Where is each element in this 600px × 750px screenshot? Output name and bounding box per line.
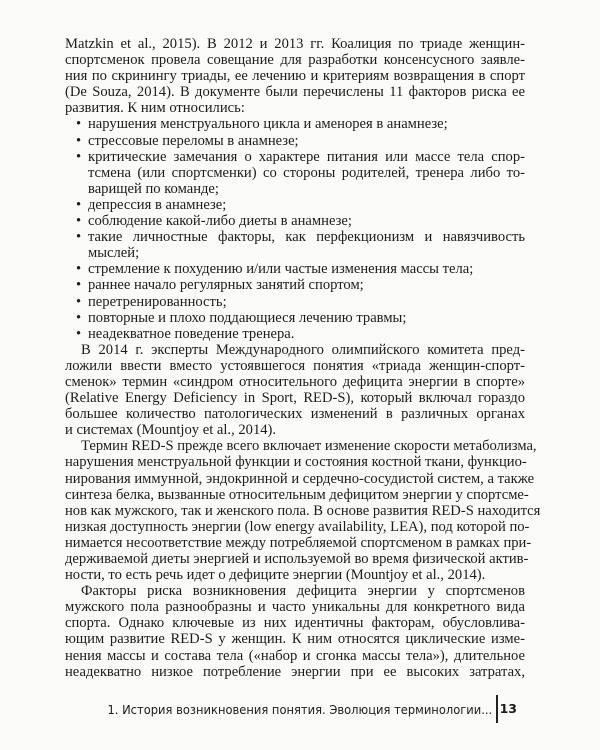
text-line: нов как мужского, так и женского пола. В основе развития RED-S находится — [65, 502, 541, 519]
body-text — [65, 36, 541, 680]
text-line: • такие личностные факторы, как перфекционизм и навязчивость — [65, 229, 525, 245]
text-line: • стремление к похудению и/или частые изменения массы тела; — [65, 261, 525, 277]
paragraph — [65, 583, 525, 680]
bullet-item — [65, 294, 525, 310]
paragraph — [65, 36, 525, 116]
text-line: • депрессия в анамнезе; — [65, 197, 525, 213]
text-line: спортсменок провела совещание для разработки консенсусного заявле- — [65, 52, 525, 69]
text-line: держиваемой диеты энергией и используемой во время физической актив- — [65, 551, 529, 567]
text-line: сменок» термин «синдром относительного дефицита энергии в спорте» — [65, 373, 525, 390]
text-line: ности, то есть речь идет о дефиците энергии (Mountjoy et al., 2014). — [65, 567, 486, 584]
text-line: (Relative Energy Deficiency in Sport, RED-S), который включал гораздо — [65, 390, 525, 407]
text-line: низкая доступность энергии (low energy availability, LEA), под которой по- — [65, 518, 530, 535]
text-line: Факторы риска возникновения дефицита энергии у спортсменов — [81, 583, 525, 600]
paragraph — [65, 342, 525, 439]
bullet-item — [65, 197, 525, 213]
text-line: ложили ввести вместо устоявшегося понятия «триада женщин-спорт- — [65, 357, 525, 374]
text-line: спорта. Однако ключевые из них идентичны факторам, обусловлива- — [65, 615, 525, 632]
bullet-item — [65, 277, 525, 293]
bullet-item — [65, 326, 525, 342]
text-line: синтеза белка, вызванные относительным дефицитом энергии у спортсме- — [65, 486, 529, 503]
text-line: неадекватно низкое потребление энергии при ее высоких затратах, — [65, 663, 525, 680]
bullet-item — [65, 229, 525, 261]
text-line: Термин RED-S прежде всего включает изменение скорости метаболизма, — [81, 438, 537, 455]
page-footer — [107, 698, 520, 722]
page-number: 13 — [499, 701, 517, 716]
text-line: • неадекватное поведение тренера. — [65, 326, 525, 342]
bullet-item — [65, 149, 525, 197]
bullet-item — [65, 310, 525, 326]
text-line: • повторные и плохо поддающиеся лечению травмы; — [65, 310, 525, 326]
footer-divider — [496, 695, 498, 723]
text-line: • нарушения менструального цикла и аменорея в анамнезе; — [65, 116, 525, 132]
text-line: Matzkin et al., 2015). В 2012 и 2013 гг. Коалиция по триаде женщин- — [65, 36, 525, 52]
text-line: ния по скринингу триады, ее лечению и критериям возвращения в спорт — [65, 68, 525, 85]
text-line: ющим развитие RED-S у женщин. К ним относятся циклические изме- — [65, 631, 525, 648]
text-line: • соблюдение какой-либо диеты в анамнезе; — [65, 213, 525, 229]
running-title: 1. История возникновения понятия. Эволюция терминологии... — [107, 702, 492, 717]
text-line: • критические замечания о характере питания или массе тела спор- — [65, 149, 525, 165]
bullet-item — [65, 261, 525, 277]
text-line: варищей по команде; — [88, 180, 219, 197]
paragraph — [65, 438, 541, 584]
text-line: мыслей; — [88, 245, 140, 262]
text-line: (De Souza, 2014). В документе были перечислены 11 факторов риска ее — [65, 84, 525, 101]
text-line: • перетренированность; — [65, 294, 525, 310]
text-line: нимается несоответствие между потребляемой спортсменом в рамках при- — [65, 534, 532, 551]
text-line: мужского пола разнообразны и часто уникальны для конкретного вида — [65, 599, 525, 616]
bullet-item — [65, 213, 525, 229]
text-line: развития. К ним относились: — [65, 100, 245, 117]
text-line: большее количество патологических изменений в различных органах — [65, 406, 525, 423]
text-line: • раннее начало регулярных занятий спортом; — [65, 277, 525, 293]
bullet-item — [65, 133, 525, 149]
text-line: тсмена (или спортсменки) со стороны родителей, тренера либо то- — [88, 164, 525, 181]
text-line: нарушения менструальной функции и состояния костной ткани, функцио- — [65, 454, 527, 471]
bullet-item — [65, 116, 525, 132]
text-line: нирования иммунной, эндокринной и сердечно-сосудистой систем, а также — [65, 470, 535, 487]
text-line: • стрессовые переломы в анамнезе; — [65, 133, 525, 149]
text-line: В 2014 г. эксперты Международного олимпийского комитета пред- — [81, 341, 525, 358]
text-line: и системах (Mountjoy et al., 2014). — [65, 422, 277, 439]
text-line: нения массы и состава тела («набор и сгонка массы тела»), длительное — [65, 647, 525, 664]
